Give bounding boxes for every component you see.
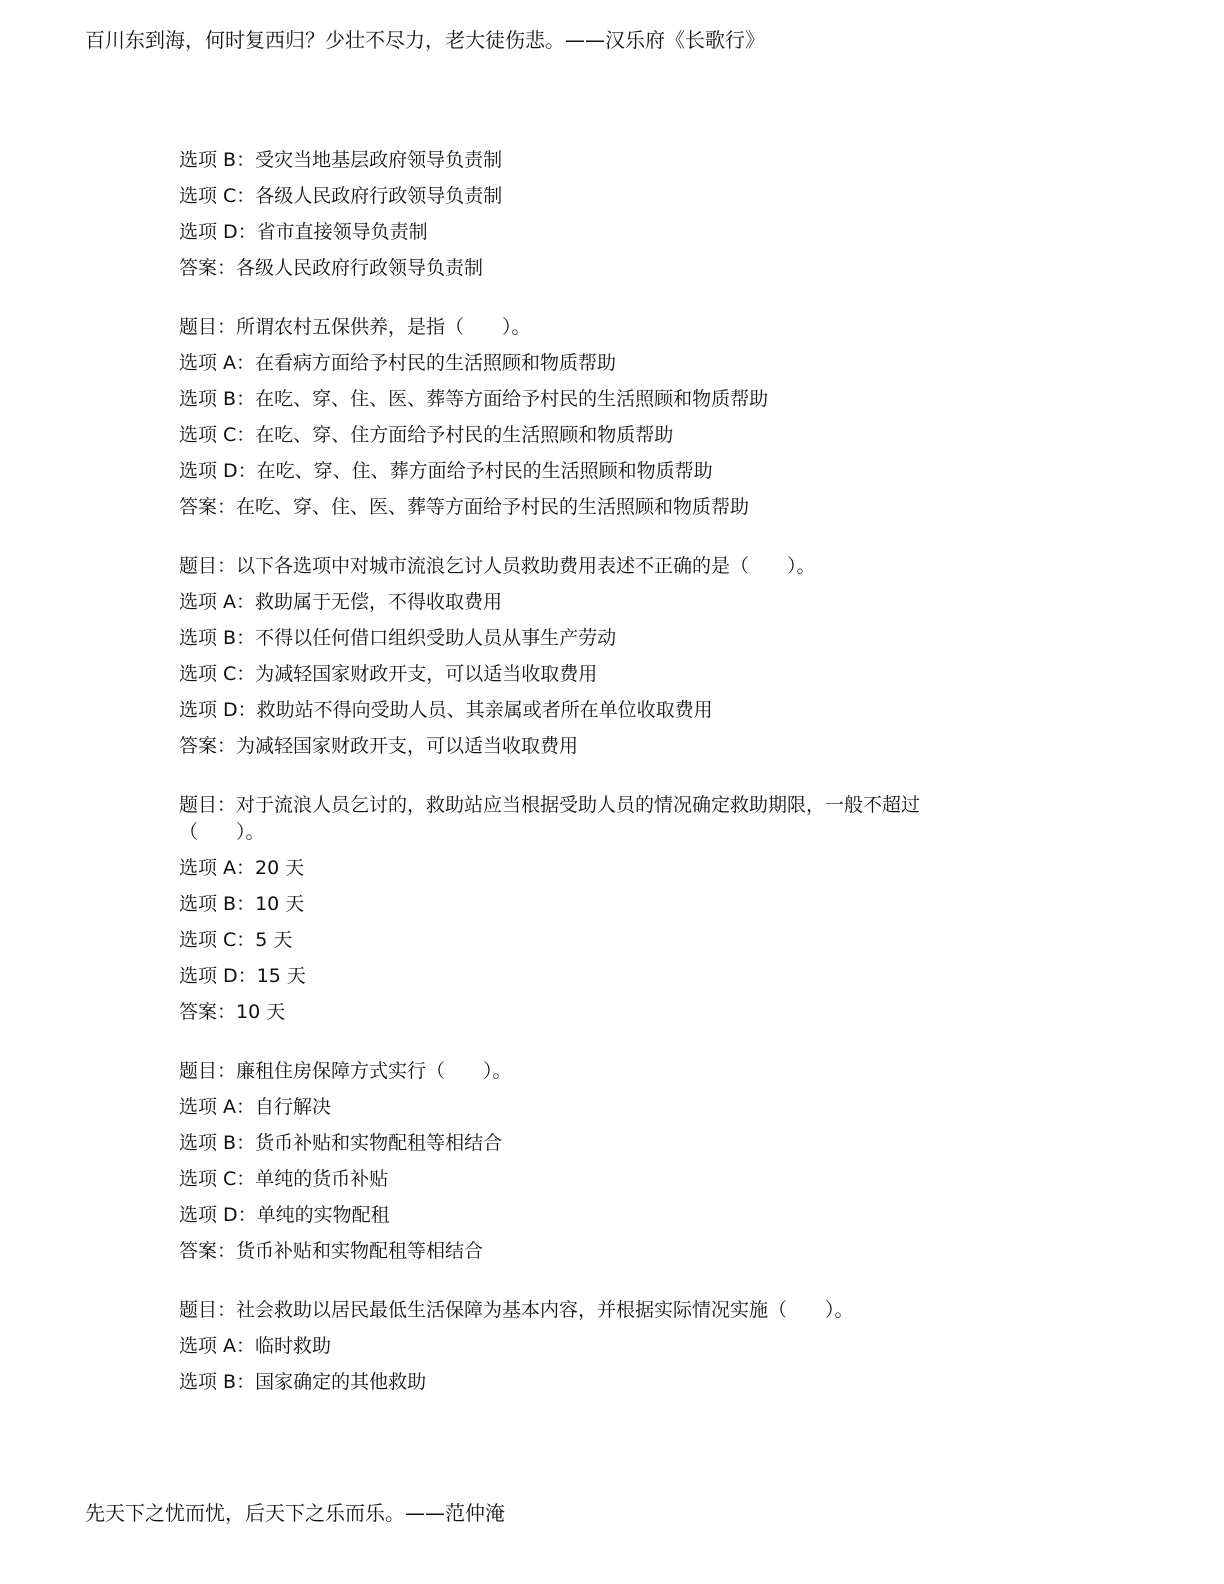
option-b: 选项 B：货币补贴和实物配租等相结合 <box>179 1132 503 1154</box>
option-d: 选项 D：救助站不得向受助人员、其亲属或者所在单位收取费用 <box>179 699 713 721</box>
answer: 答案：为减轻国家财政开支，可以适当收取费用 <box>179 735 579 757</box>
option-b: 选项 B：国家确定的其他救助 <box>179 1371 427 1393</box>
option-a: 选项 A：救助属于无偿，不得收取费用 <box>179 591 503 613</box>
option-a: 选项 A：20 天 <box>179 857 305 879</box>
question: 题目：廉租住房保障方式实行（ ）。 <box>179 1060 512 1082</box>
question-block <box>179 548 1009 764</box>
option-d: 选项 D：15 天 <box>179 965 306 987</box>
option-d: 选项 D：单纯的实物配租 <box>179 1204 390 1226</box>
answer: 答案：10 天 <box>179 1001 286 1023</box>
answer: 答案：在吃、穿、住、医、葬等方面给予村民的生活照顾和物质帮助 <box>179 496 750 518</box>
question-list <box>179 142 1009 1423</box>
question-block <box>179 787 1009 1030</box>
option-a: 选项 A：自行解决 <box>179 1096 332 1118</box>
option-b: 选项 B：10 天 <box>179 893 305 915</box>
question: 题目：所谓农村五保供养，是指（ ）。 <box>179 316 531 338</box>
question: 题目：社会救助以居民最低生活保障为基本内容，并根据实际情况实施（ ）。 <box>179 1299 854 1321</box>
option-d: 选项 D：在吃、穿、住、葬方面给予村民的生活照顾和物质帮助 <box>179 460 713 482</box>
footer-quote: 先天下之忧而忧，后天下之乐而乐。——范仲淹 <box>85 1501 505 1525</box>
option-b: 选项 B：不得以任何借口组织受助人员从事生产劳动 <box>179 627 617 649</box>
answer: 答案：货币补贴和实物配租等相结合 <box>179 1240 484 1262</box>
option-b: 选项 B：受灾当地基层政府领导负责制 <box>179 149 503 171</box>
option-d: 选项 D：省市直接领导负责制 <box>179 221 428 243</box>
option-c: 选项 C：在吃、穿、住方面给予村民的生活照顾和物质帮助 <box>179 424 674 446</box>
option-a: 选项 A：临时救助 <box>179 1335 332 1357</box>
option-c: 选项 C：为减轻国家财政开支，可以适当收取费用 <box>179 663 598 685</box>
option-c: 选项 C：各级人民政府行政领导负责制 <box>179 185 503 207</box>
question-block <box>179 309 1009 525</box>
question: 题目：以下各选项中对城市流浪乞讨人员救助费用表述不正确的是（ ）。 <box>179 555 816 577</box>
answer: 答案：各级人民政府行政领导负责制 <box>179 257 484 279</box>
question-block <box>179 1053 1009 1269</box>
option-b: 选项 B：在吃、穿、住、医、葬等方面给予村民的生活照顾和物质帮助 <box>179 388 769 410</box>
option-c: 选项 C：5 天 <box>179 929 293 951</box>
header-quote: 百川东到海，何时复西归？少壮不尽力，老大徒伤悲。——汉乐府《长歌行》 <box>85 28 765 52</box>
option-a: 选项 A：在看病方面给予村民的生活照顾和物质帮助 <box>179 352 617 374</box>
question: 题目：对于流浪人员乞讨的，救助站应当根据受助人员的情况确定救助期限，一般不超过 <box>179 794 921 816</box>
question-continuation: （ ）。 <box>179 821 265 843</box>
option-c: 选项 C：单纯的货币补贴 <box>179 1168 389 1190</box>
question-block <box>179 1292 1009 1400</box>
question-block <box>179 142 1009 286</box>
